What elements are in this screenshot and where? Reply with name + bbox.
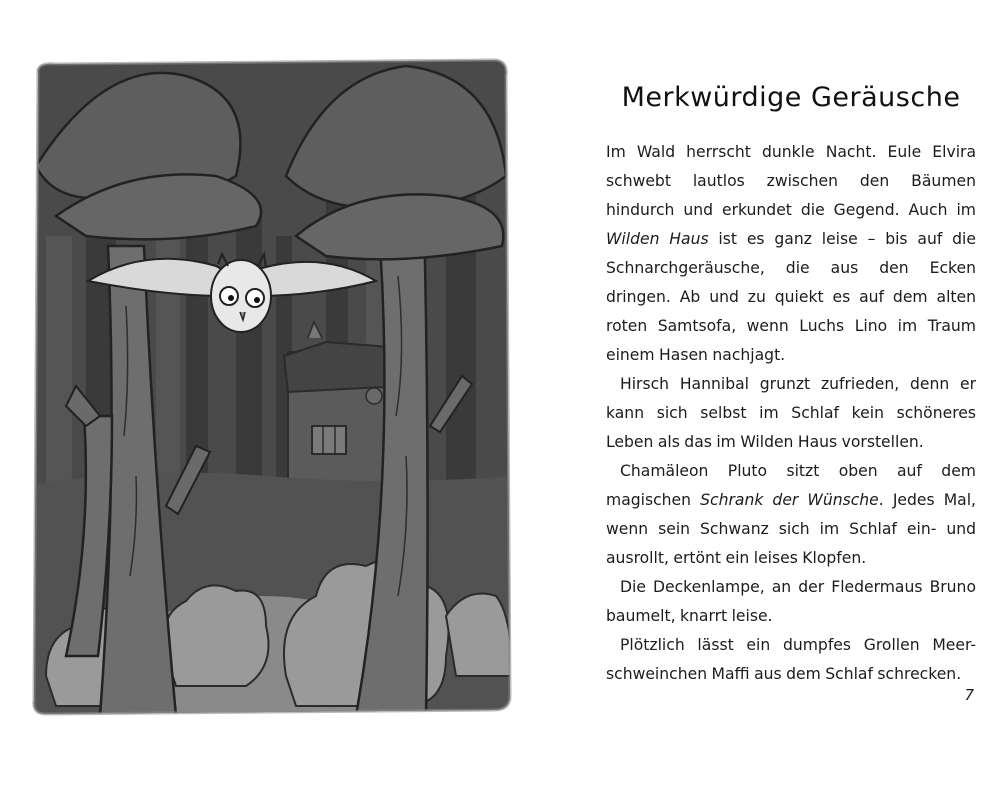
page-number: 7 (964, 686, 974, 704)
story-text-column (606, 78, 976, 689)
text-run: . Jedes Mal, wenn sein Schwanz sich im Schlaf ein- und ausrollt, ertönt ein leises Klopfen. (606, 491, 976, 567)
forest-illustration (26, 56, 512, 716)
paragraph (606, 457, 976, 573)
text-run: Chamäleon Pluto sitzt oben auf dem magischen (606, 462, 976, 509)
chapter-title: Merkwürdige Geräusche (621, 82, 961, 113)
italic-run: Wilden Haus (606, 230, 709, 248)
paragraph (606, 631, 976, 689)
forest-night-picture (26, 56, 512, 716)
paragraph (606, 573, 976, 631)
text-run: Plötzlich lässt ein dumpfes Grollen Meer-schweinchen Maffi aus dem Schlaf schrecken. (606, 636, 976, 683)
paragraph (606, 138, 976, 370)
story-body (606, 138, 976, 689)
paragraph (606, 370, 976, 457)
text-run: Die Deckenlampe, an der Fledermaus Bruno baumelt, knarrt leise. (606, 578, 976, 625)
text-run: ist es ganz leise – bis auf die Schnarchgeräusche, die aus den Ecken dringen. Ab und zu quiekt es auf dem alten roten Samtsofa, wenn Luchs Lino im Traum einem Hasen nachjagt. (606, 230, 976, 364)
text-run: Hirsch Hannibal grunzt zufrieden, denn er kann sich selbst im Schlaf kein schöneres Leben als das im Wilden Haus vorstellen. (606, 375, 976, 451)
italic-run: Schrank der Wünsche (700, 491, 879, 509)
text-run: Im Wald herrscht dunkle Nacht. Eule Elvira schwebt lautlos zwischen den Bäumen hindurch und erkundet die Gegend. Auch im (606, 143, 976, 219)
